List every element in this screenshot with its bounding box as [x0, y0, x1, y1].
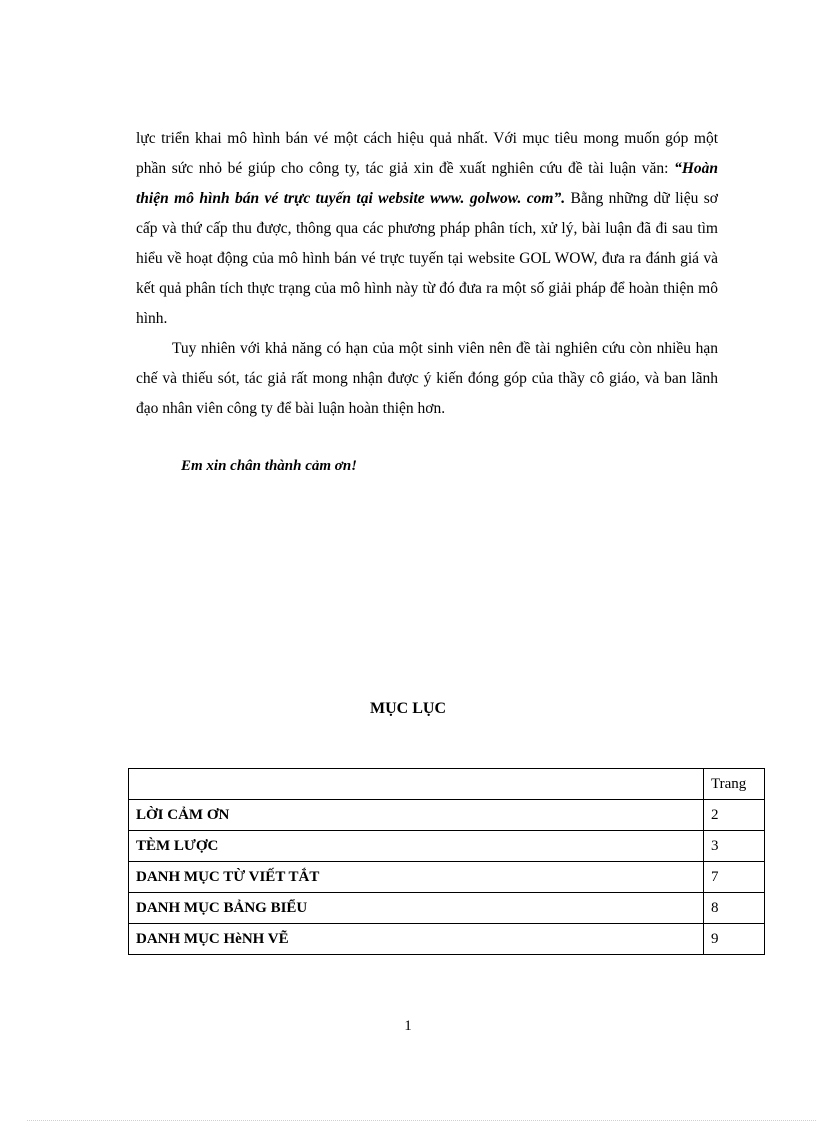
toc-section: DANH MỤC HèNH VẼ	[129, 924, 704, 955]
page-number: 1	[404, 1018, 412, 1034]
toc-row	[129, 924, 765, 955]
toc-page: 9	[704, 924, 765, 955]
intro-text	[136, 124, 718, 424]
intro-paragraph-2: Tuy nhiên với khả năng có hạn của một sinh viên nên đề tài nghiên cứu còn nhiều hạn chế và thiếu sót, tác giả rất mong nhận được ý kiến đóng góp của thầy cô giáo, và ban lãnh đạo nhân viên công ty để bài luận hoàn thiện hơn.	[136, 340, 718, 417]
toc-section: TÈM LƯỢC	[129, 831, 704, 862]
toc-page: 3	[704, 831, 765, 862]
toc-table	[128, 768, 765, 955]
toc-section: DANH MỤC BẢNG BIỂU	[129, 893, 704, 924]
thesis-title: “Hoàn thiện mô hình bán vé trực tuyến tại website www. golwow. com”.	[136, 160, 718, 207]
toc-title: MỤC LỤC	[370, 700, 446, 717]
toc-page: 7	[704, 862, 765, 893]
toc-row	[129, 831, 765, 862]
toc-header-page: Trang	[704, 769, 765, 800]
intro-p1-before: lực triển khai mô hình bán vé một cách hiệu quả nhất. Với mục tiêu mong muốn góp một phần sức nhỏ bé giúp cho công ty, tác giả xin đề xuất nghiên cứu đề tài luận văn:	[136, 130, 718, 177]
toc-row	[129, 800, 765, 831]
toc-section: DANH MỤC TỪ VIẾT TẮT	[129, 862, 704, 893]
page-edge-divider	[27, 1120, 816, 1121]
toc-row	[129, 893, 765, 924]
toc-page: 8	[704, 893, 765, 924]
intro-paragraph-1	[136, 124, 718, 334]
toc-row	[129, 862, 765, 893]
toc-header-row	[129, 769, 765, 800]
toc-section: LỜI CẢM ƠN	[129, 800, 704, 831]
intro-p1-after: Bằng những dữ liệu sơ cấp và thứ cấp thu được, thông qua các phương pháp phân tích, xử lý, bài luận đã đi sau tìm hiểu về hoạt động của mô hình bán vé trực tuyến tại website GOL WOW, đưa ra đánh giá và kết quả phân tích thực trạng của mô hình này từ đó đưa ra một số giải pháp để hoàn thiện mô hình.	[136, 190, 718, 327]
toc-header-section	[129, 769, 704, 800]
closing-thanks: Em xin chân thành cảm ơn!	[181, 458, 358, 474]
toc-page: 2	[704, 800, 765, 831]
